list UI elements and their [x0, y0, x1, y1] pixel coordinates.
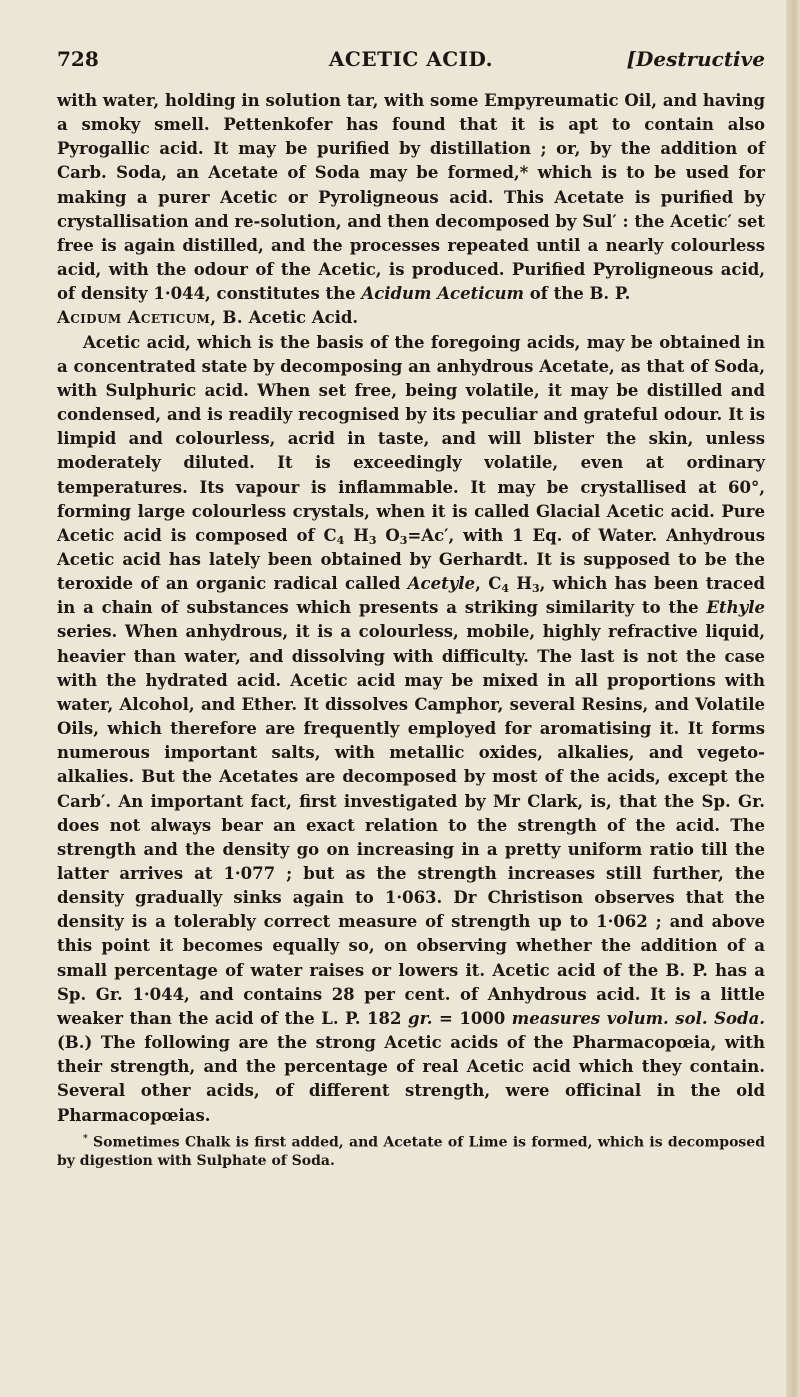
footnote-marker: *	[83, 1133, 88, 1144]
page-body	[57, 89, 765, 1171]
page-number: 728	[57, 47, 99, 71]
footnote-text: Sometimes Chalk is first added, and Acetate of Lime is formed, which is decomposed by digestion with Sulphate of Soda.	[57, 1134, 765, 1170]
paragraph-text: = 1000	[432, 1008, 512, 1028]
paragraph-text: =Ac′, with 1 Eq. of Water. Anhydrous Acetic acid has lately been obtained by Gerhardt. It is supposed to be the teroxide of an organic radical called	[57, 525, 766, 594]
running-title: ACETIC ACID.	[328, 47, 494, 71]
italic-term: measures volum. sol. Soda.	[511, 1008, 766, 1028]
paragraph-continued	[57, 89, 765, 306]
section-label: [Destructive	[626, 47, 765, 71]
paragraph-text: , which has been traced in a chain of substances which presents a striking similarity to the	[57, 574, 765, 618]
heading-subtitle: Acetic Acid.	[243, 308, 359, 328]
italic-term: Ethyle	[706, 598, 765, 618]
paragraph-text: with water, holding in solution tar, with some Empyreumatic Oil, and having a smoky smell. Pettenkofer has found that it is apt to contain also Pyrogallic acid. It may be purified by distillation ; or, by the addition of Carb. Soda, an Acetate of Soda may be formed,* which is to be used for making a purer Acetic or Pyroligneous acid. This Acetate is purified by crystallisation and re-solution, and then decomposed by Sul′ : the Acetic′ set free is again distilled, and the processes repeated until a nearly colourless acid, with the odour of the Acetic, is produced. Purified Pyroligneous acid, of density 1·044, constitutes the	[57, 91, 765, 304]
paragraph-acetic-acid: Acetic acid, which is the basis of the foregoing acids, may be obtained in a concentrated state by decomposing an anhydrous Acetate, as that of Soda, with Sulphuric acid. When set free, being volatile, it may be distilled and condensed, and is readily recognised by its peculiar and grateful odour. It is limpid and colourless, acrid in taste, and will blister the skin, unless moderately diluted. It is exceedingly volatile, even at ordinary temperatures. Its vapour is inflammable. It may be crystallised at 60°, forming large colourless crystals, when it is called Glacial Acetic acid. Pure Acetic acid is composed of $C_4$ $H_3$ $O_3=Ac'$, with 1 Eq. of Water. Anhydrous Acetic acid has lately been obtained by Gerhardt. It is supposed to be the teroxide of an organic radical called Acetyle, $C_4$ $H_3$, which has been traced in a chain of substances which presents a striking similarity to the Ethyle series. When anhydrous, it is a colourless, mobile, highly refractive liquid, heavier than water, and dissolving with difficulty. The last is not the case with the hydrated acid. Acetic acid may be mixed in all proportions with water, Alcohol, and Ether. It dissolves Camphor, several Resins, and Volatile Oils, which therefore are frequently employed for aromatising it. It forms numerous important salts, with metallic oxides, alkalies, and vegeto-alkalies. But the Acetates are decomposed by most of the acids, except the Carb′. An important fact, first investigated by Mr Clark, is, that the Sp. Gr. does not always bear an exact relation to the strength of the acid. The strength and the density go on increasing in a pretty uniform ratio till the latter arrives at 1·077 ; but as the strength increases still further, the density gradually sinks again to 1·063. Dr Christison observes that the density is a tolerably correct measure of strength up to 1·062 ; and above this point it becomes equally so, on observing whether the addition of a small percentage of water raises or lowers it. Acetic acid of the B. P. has a Sp. Gr. 1·044, and contains 28 per cent. of Anhydrous acid. It is a little weaker than the acid of the L. P. 182 gr. = 1000 measures volum. sol. Soda. (B.) The following are the strong Acetic acids of the Pharmacopœia, with their strength, and the percentage of real Acetic acid which they contain. Several other acids, of different strength, were officinal in the old Pharmacopœias.	[57, 332, 766, 1125]
paragraph-text: of the B. P.	[524, 284, 631, 304]
chemical-formula: $C_4$ $H_3$	[488, 574, 540, 596]
heading-title: Acidum Aceticum, B.	[57, 308, 243, 328]
italic-term: gr.	[408, 1008, 433, 1028]
paragraph-text: (B.) The following are the strong Acetic acids of the Pharmacopœia, with their strength, and the percentage of real Acetic acid which they contain. Several other acids, of different strength, were officinal in the old Pharmacopœias.	[57, 1033, 765, 1125]
chemical-formula: $C_4$ $H_3$ $O_3$	[323, 525, 408, 547]
footnote	[57, 1130, 765, 1172]
running-header	[57, 47, 765, 77]
paragraph-text: Acetic acid, which is the basis of the foregoing acids, may be obtained in a concentrated state by decomposing an anhydrous Acetate, as that of Soda, with Sulphuric acid. When set free, being volatile, it may be distilled and condensed, and is readily recognised by its peculiar and grateful odour. It is limpid and colourless, acrid in taste, and will blister the skin, unless moderately diluted. It is exceedingly volatile, even at ordinary temperatures. Its vapour is inflammable. It may be crystallised at 60°, forming large colourless crystals, when it is called Glacial Acetic acid. Pure Acetic acid is composed of	[57, 332, 765, 545]
italic-term: Acidum Aceticum	[361, 284, 524, 304]
page-gutter-shadow	[786, 0, 800, 1397]
section-heading	[57, 306, 765, 330]
paragraph-text: series. When anhydrous, it is a colourless, mobile, highly refractive liquid, heavier than water, and dissolving with difficulty. The last is not the case with the hydrated acid. Acetic acid may be mixed in all proportions with water, Alcohol, and Ether. It dissolves Camphor, several Resins, and Volatile Oils, which therefore are frequently employed for aromatising it. It forms numerous important salts, with metallic oxides, alkalies, and vegeto-alkalies. But the Acetates are decomposed by most of the acids, except the Carb′. An important fact, first investigated by Mr Clark, is, that the Sp. Gr. does not always bear an exact relation to the strength of the acid. The strength and the density go on increasing in a pretty uniform ratio till the latter arrives at 1·077 ; but as the strength increases still further, the density gradually sinks again to 1·063. Dr Christison observes that the density is a tolerably correct measure of strength up to 1·062 ; and above this point it becomes equally so, on observing whether the addition of a small percentage of water raises or lowers it. Acetic acid of the B. P. has a Sp. Gr. 1·044, and contains 28 per cent. of Anhydrous acid. It is a little weaker than the acid of the L. P. 182	[57, 622, 765, 1028]
italic-term: Acetyle	[407, 574, 476, 594]
